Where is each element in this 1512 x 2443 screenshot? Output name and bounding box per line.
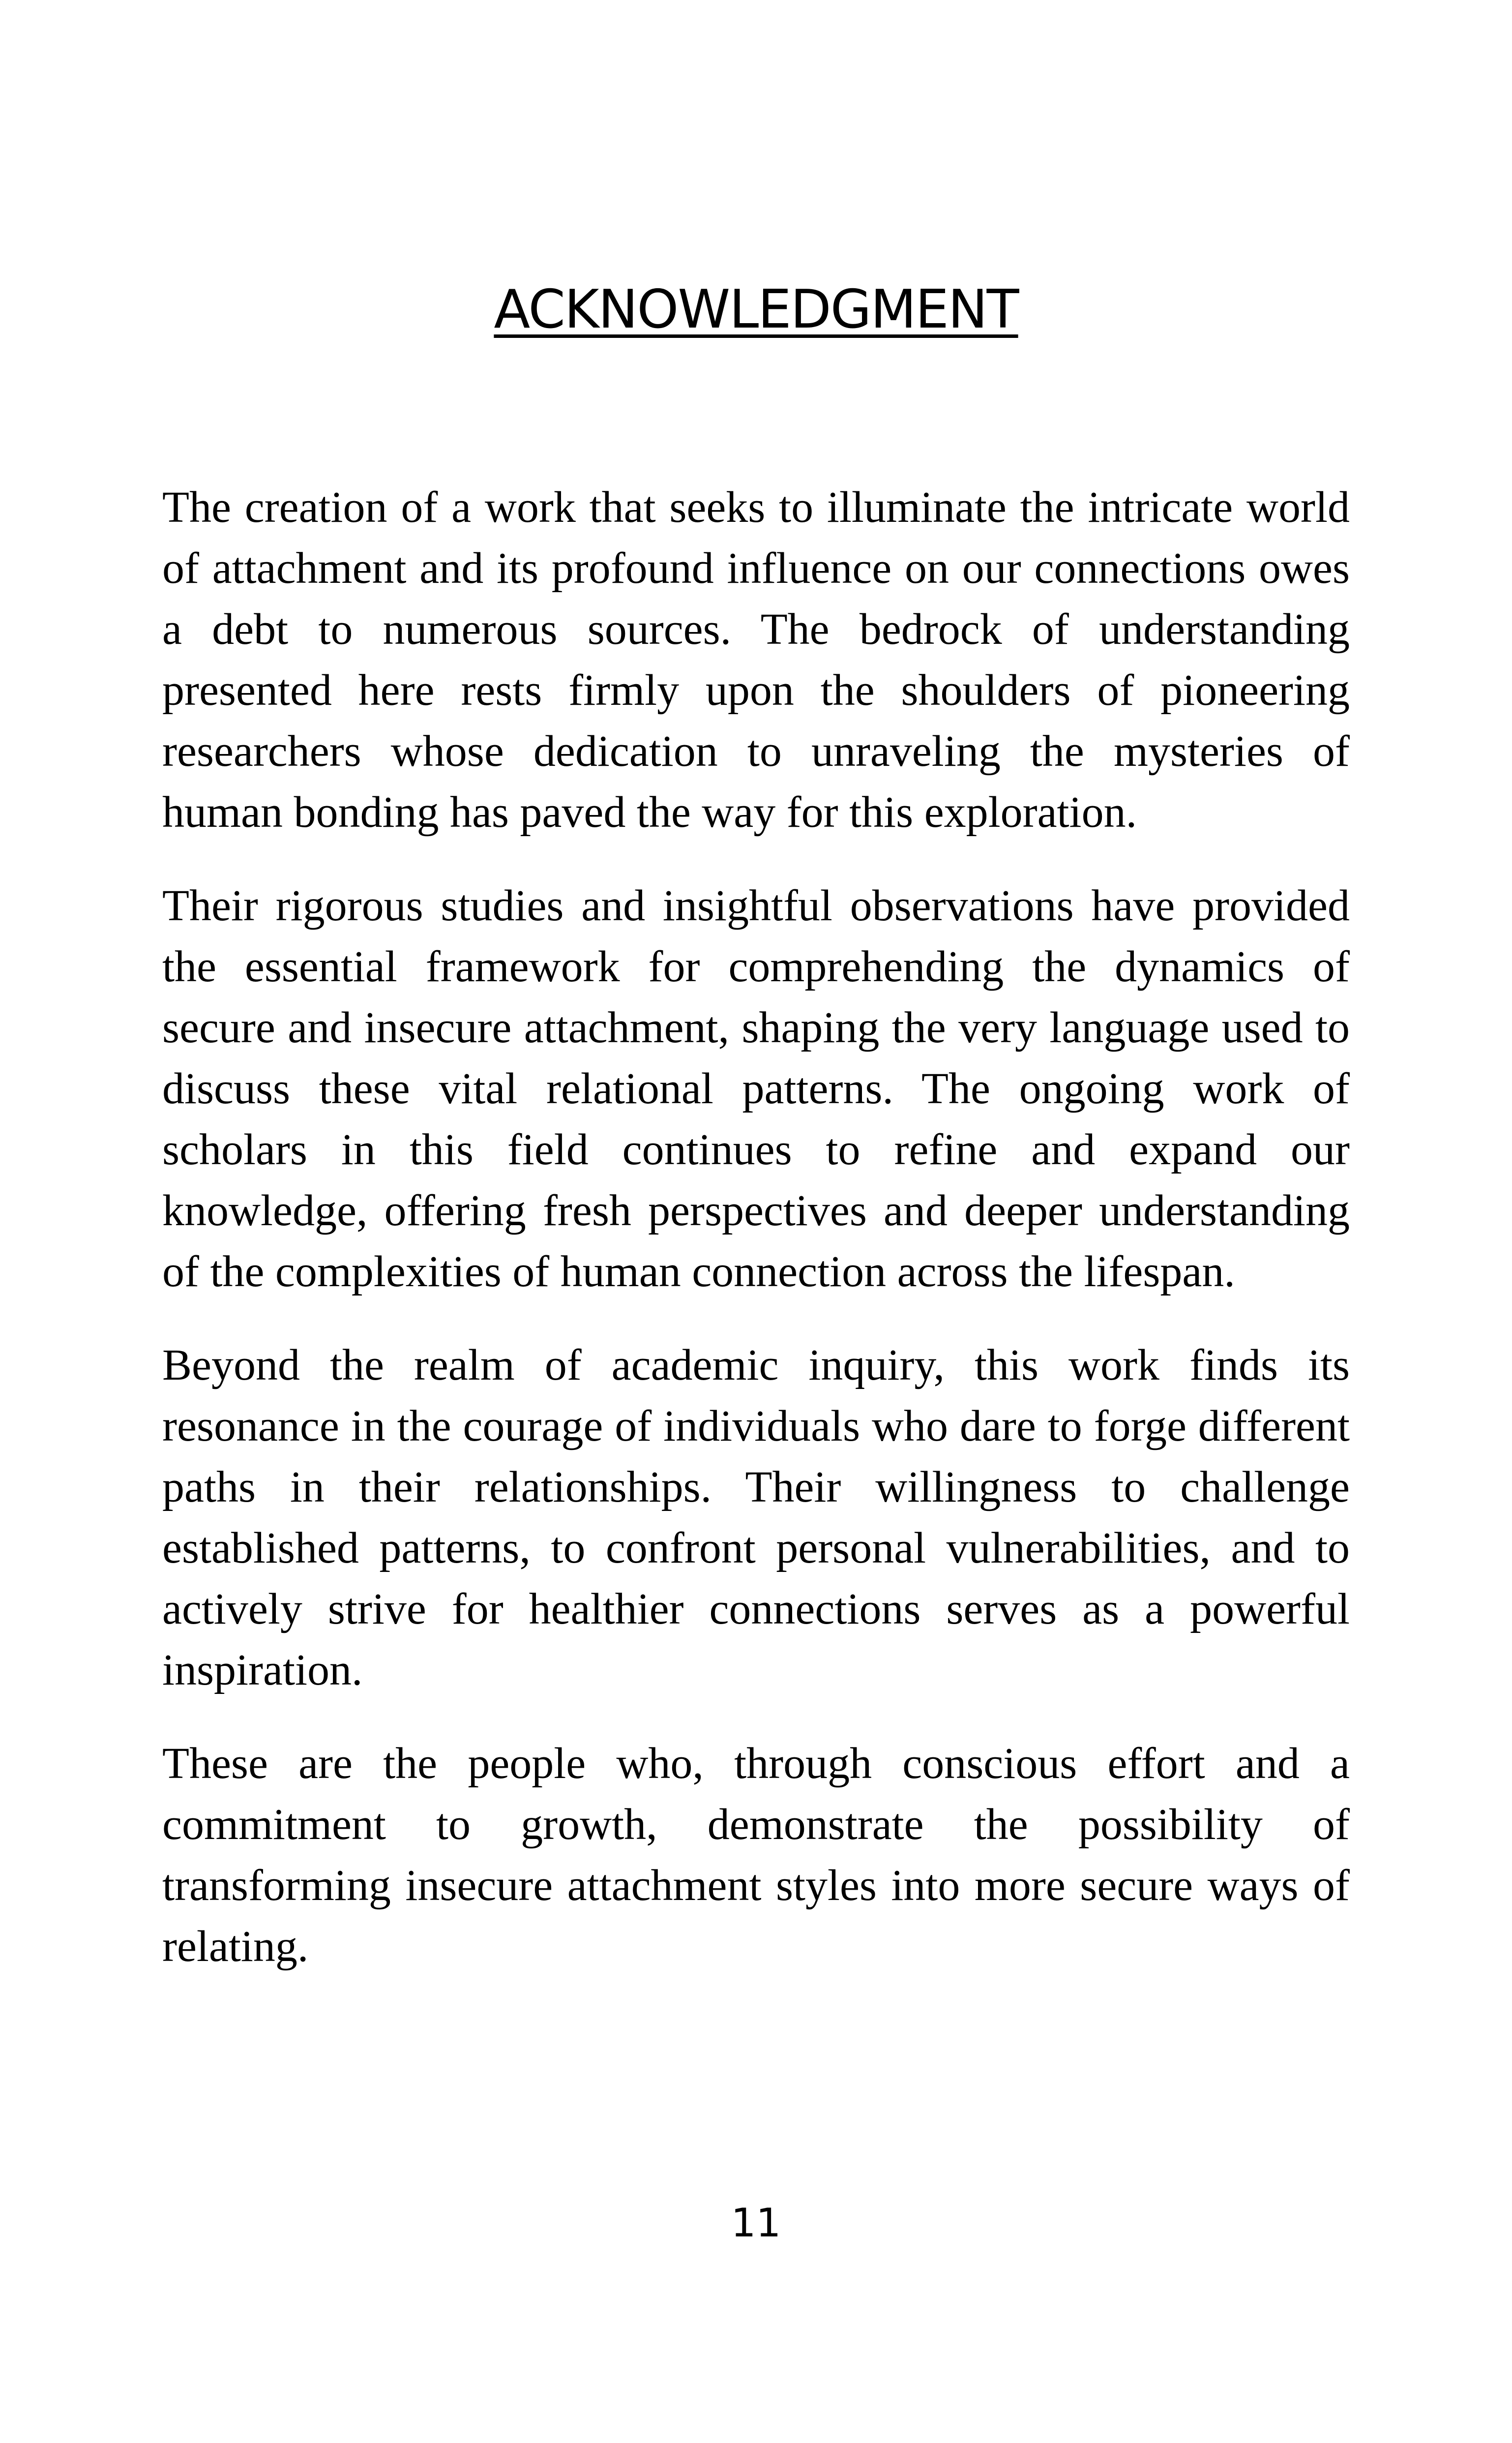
page-title-text: ACKNOWLEDGMENT (494, 279, 1018, 340)
page-number: 11 (731, 2200, 781, 2246)
paragraph-4: These are the people who, through conscious effort and a commitment to growth, demonstrate the possibility of transforming insecure attachment styles into more secure ways of relating. (162, 1739, 1350, 1971)
paragraph-2: Their rigorous studies and insightful observations have provided the essential framework for comprehending the dynamics of secure and insecure attachment, shaping the very language used to discuss these vital relational patterns. The ongoing work of scholars in this field continues to refine and expand our knowledge, offering fresh perspectives and deeper understanding of the complexities of human connection across the lifespan. (162, 881, 1350, 1296)
page-title (0, 275, 1512, 344)
paragraph-1: The creation of a work that seeks to illuminate the intricate world of attachment and its profound influence on our connections owes a debt to numerous sources. The bedrock of understanding presented here rests firmly upon the shoulders of pioneering researchers whose dedication to unraveling the mysteries of human bonding has paved the way for this exploration. (162, 483, 1350, 837)
body-text (162, 477, 1350, 2010)
paragraph-3: Beyond the realm of academic inquiry, this work finds its resonance in the courage of individuals who dare to forge different paths in their relationships. Their willingness to challenge established patterns, to confront personal vulnerabilities, and to actively strive for healthier connections serves as a powerful inspiration. (162, 1341, 1350, 1694)
